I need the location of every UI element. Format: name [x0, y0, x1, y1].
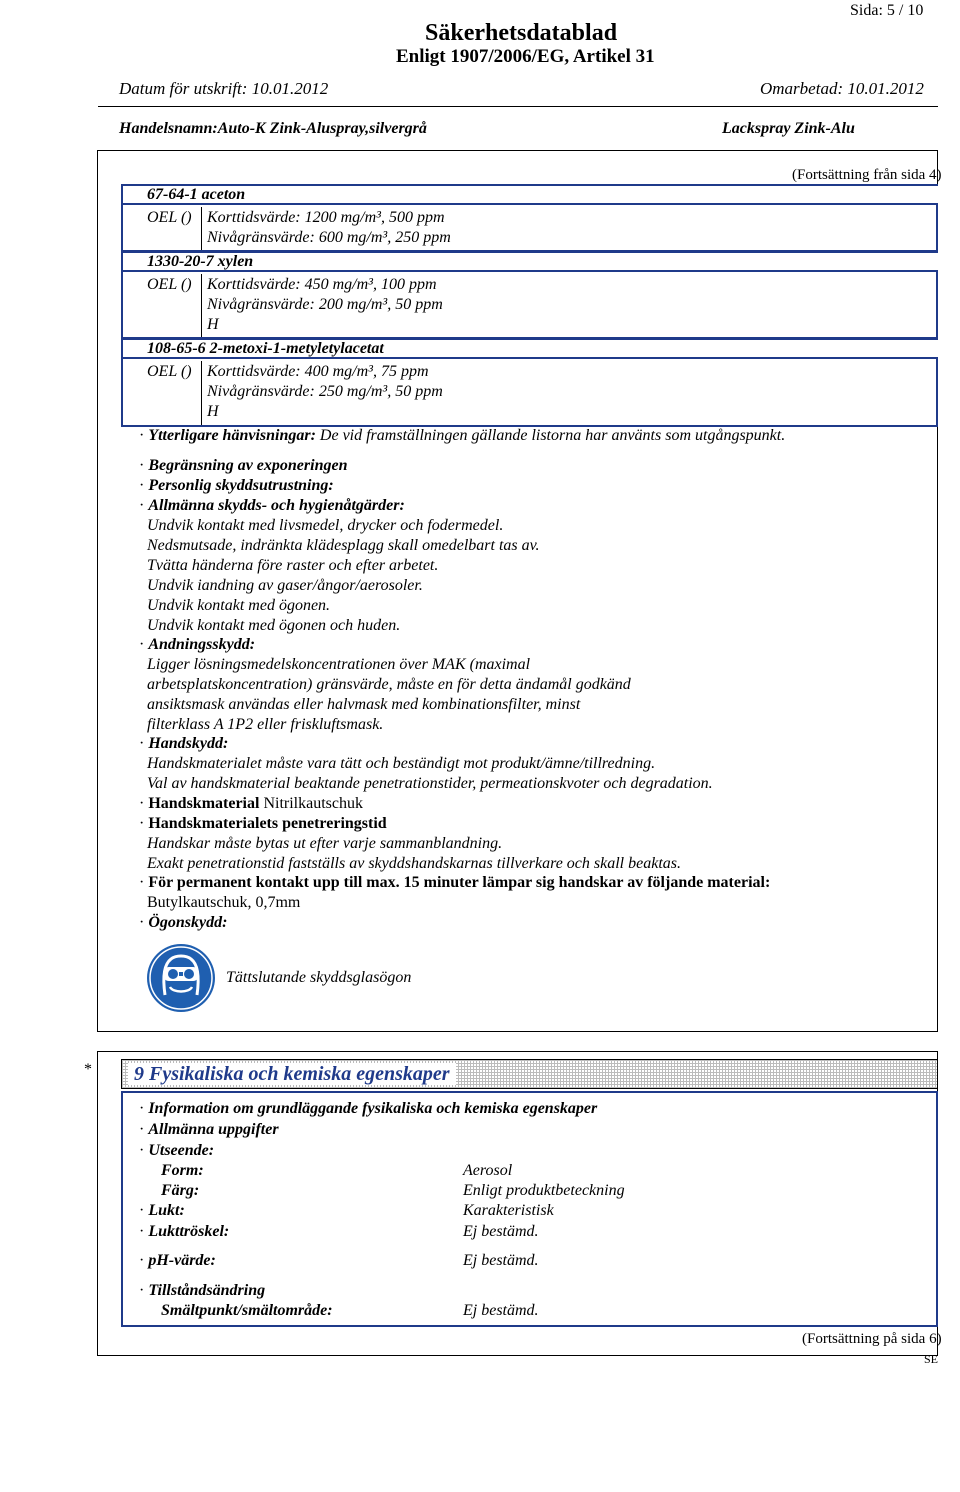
hygiene-line: Undvik kontakt med ögonen. [147, 597, 331, 614]
exposure-heading: · Begränsning av exponeringen [139, 457, 348, 474]
penetration-line: Handskar måste bytas ut efter varje sammanblandning. [147, 835, 503, 852]
goggles-mandatory-icon [146, 943, 216, 1013]
penetration-line: Exakt penetrationstid fastställs av skyddshandskarnas tillverkare och skall beaktas. [147, 855, 681, 872]
respiratory-line: filterklass A 1P2 eller friskluftsmask. [147, 716, 384, 733]
permanent-contact-heading: · För permanent kontakt upp till max. 15 minuter lämpar sig handskar av följande material: [139, 874, 771, 891]
print-date: Datum för utskrift: 10.01.2012 [119, 79, 329, 98]
eye-protection-text: Tättslutande skyddsglasögon [226, 969, 412, 986]
odor-threshold-value: Ej bestämd. [463, 1223, 539, 1240]
short-term-value-3: Korttidsvärde: 400 mg/m³, 75 ppm [207, 363, 429, 380]
appearance-heading: · Utseende: [139, 1142, 215, 1159]
form-label: Form: [161, 1162, 204, 1179]
hand-line: Val av handskmaterial beaktande penetrationstider, permeationskvoter och degradation. [147, 775, 713, 792]
hygiene-heading: · Allmänna skydds- och hygienåtgärder: [139, 497, 405, 514]
skin-note-3: H [207, 403, 219, 420]
substance-name-1: 67-64-1 aceton [147, 186, 246, 203]
section-9-title: 9 Fysikaliska och kemiska egenskaper [128, 1063, 456, 1085]
odor-value: Karakteristisk [463, 1202, 554, 1219]
column-divider [201, 274, 202, 337]
revision-date: Omarbetad: 10.01.2012 [760, 79, 924, 98]
column-divider [201, 207, 202, 250]
hygiene-line: Nedsmutsade, indränkta klädesplagg skall omedelbart tas av. [147, 537, 540, 554]
respiratory-heading: · Andningsskydd: [139, 636, 256, 653]
continued-from: (Fortsättning från sida 4) [792, 167, 942, 183]
limit-value-2: Nivågränsvärde: 200 mg/m³, 50 ppm [207, 296, 443, 313]
melting-point-value: Ej bestämd. [463, 1302, 539, 1319]
revision-star: * [84, 1061, 92, 1078]
limit-value-1: Nivågränsvärde: 600 mg/m³, 250 ppm [207, 229, 451, 246]
further-references: · Ytterligare hänvisningar: De vid framställningen gällande listorna har använts som utgångspunkt. [139, 427, 786, 444]
ph-label: · pH-värde: [139, 1252, 216, 1269]
language-code: SE [924, 1352, 939, 1366]
melting-point-label: Smältpunkt/smältområde: [161, 1302, 333, 1319]
hygiene-line: Undvik iandning av gaser/ångor/aerosoler. [147, 577, 423, 594]
further-label: Ytterligare hänvisningar: [148, 427, 316, 444]
oel-label-1: OEL () [147, 209, 192, 226]
document-subtitle: Enligt 1907/2006/EG, Artikel 31 [396, 46, 655, 67]
basic-info-heading: · Information om grundläggande fysikaliska och kemiska egenskaper [139, 1100, 598, 1117]
hygiene-line: Undvik kontakt med ögonen och huden. [147, 617, 401, 634]
eye-heading: · Ögonskydd: [139, 914, 228, 931]
color-value: Enligt produktbeteckning [463, 1182, 625, 1199]
respiratory-line: arbetsplatskoncentration) gränsvärde, måste en för detta ändamål godkänd [147, 676, 631, 693]
substance-name-3: 108-65-6 2-metoxi-1-metyletylacetat [147, 340, 384, 357]
header-divider [98, 106, 938, 107]
color-label: Färg: [161, 1182, 200, 1199]
penetration-heading: · Handskmaterialets penetreringstid [139, 815, 387, 832]
ppe-heading: · Personlig skyddsutrustning: [139, 477, 334, 494]
respiratory-line: ansiktsmask användas eller halvmask med kombinationsfilter, minst [147, 696, 581, 713]
glove-material: · Handskmaterial Nitrilkautschuk [139, 795, 363, 812]
document-title: Säkerhetsdatablad [425, 20, 618, 46]
limit-value-3: Nivågränsvärde: 250 mg/m³, 50 ppm [207, 383, 443, 400]
trade-name: Handelsnamn:Auto-K Zink-Aluspray,silvergrå [119, 120, 427, 137]
short-term-value-1: Korttidsvärde: 1200 mg/m³, 500 ppm [207, 209, 445, 226]
hand-line: Handskmaterialet måste vara tätt och beständigt mot produkt/ämne/tillredning. [147, 755, 656, 772]
continued-on: (Fortsättning på sida 6) [802, 1331, 942, 1347]
oel-label-3: OEL () [147, 363, 192, 380]
page-number: Sida: 5 / 10 [850, 2, 924, 19]
odor-threshold-label: · Lukttröskel: [139, 1223, 230, 1240]
hand-heading: · Handskydd: [139, 735, 229, 752]
substance-name-2: 1330-20-7 xylen [147, 253, 254, 270]
oel-label-2: OEL () [147, 276, 192, 293]
hygiene-line: Undvik kontakt med livsmedel, drycker och fodermedel. [147, 517, 504, 534]
respiratory-line: Ligger lösningsmedelskoncentrationen över MAK (maximal [147, 656, 531, 673]
further-text: De vid framställningen gällande listorna har använts som utgångspunkt. [319, 427, 786, 444]
hygiene-line: Tvätta händerna före raster och efter arbetet. [147, 557, 439, 574]
ph-value: Ej bestämd. [463, 1252, 539, 1269]
short-term-value-2: Korttidsvärde: 450 mg/m³, 100 ppm [207, 276, 437, 293]
permanent-contact-value: Butylkautschuk, 0,7mm [147, 894, 301, 911]
state-change-heading: · Tillståndsändring [139, 1282, 266, 1299]
skin-note-2: H [207, 316, 219, 333]
odor-label: · Lukt: [139, 1202, 185, 1219]
section-9-header [121, 1059, 938, 1089]
form-value: Aerosol [463, 1162, 513, 1179]
general-heading: · Allmänna uppgifter [139, 1121, 279, 1138]
column-divider [201, 361, 202, 425]
product-name: Lackspray Zink-Alu [722, 120, 855, 137]
